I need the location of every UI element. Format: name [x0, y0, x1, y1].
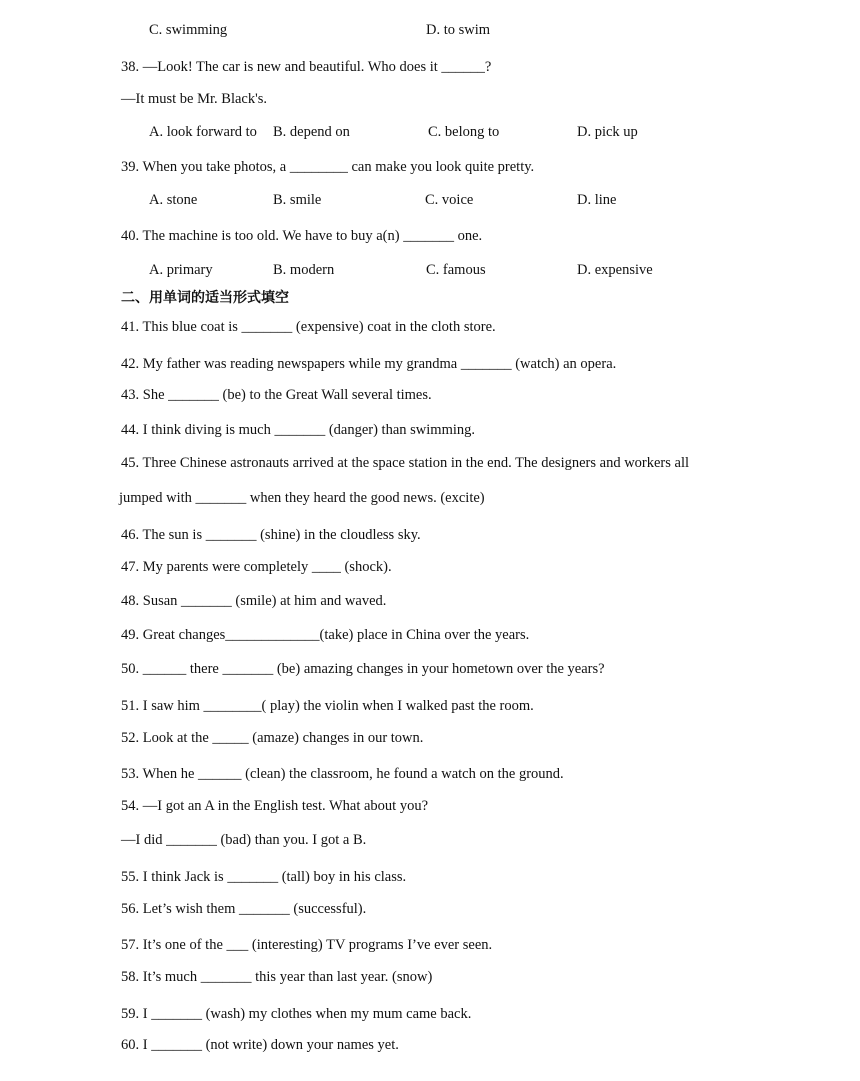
q40-option-c: C. famous	[426, 262, 486, 278]
q37-options	[0, 21, 860, 39]
q39-option-a: A. stone	[149, 192, 198, 208]
q40-stem: 40. The machine is too old. We have to buy a(n) _______ one.	[121, 228, 483, 244]
q39-option-d: D. line	[577, 192, 617, 208]
q39-option-c: C. voice	[425, 192, 474, 208]
q38-option-a: A. look forward to	[149, 124, 257, 140]
question-48: 48. Susan _______ (smile) at him and waved.	[121, 593, 387, 609]
question-56: 56. Let’s wish them _______ (successful).	[121, 901, 367, 917]
question-47: 47. My parents were completely ____ (shock).	[121, 559, 392, 575]
question-44: 44. I think diving is much _______ (danger) than swimming.	[121, 422, 476, 438]
q37-option-c: C. swimming	[149, 22, 228, 38]
q38-option-b: B. depend on	[273, 124, 350, 140]
question-60: 60. I _______ (not write) down your names yet.	[121, 1037, 399, 1053]
question-57: 57. It’s one of the ___ (interesting) TV programs I’ve ever seen.	[121, 937, 493, 953]
question-41: 41. This blue coat is _______ (expensive) coat in the cloth store.	[121, 319, 496, 335]
q38-reply: —It must be Mr. Black's.	[121, 91, 267, 107]
q40-option-a: A. primary	[149, 262, 213, 278]
question-52: 52. Look at the _____ (amaze) changes in our town.	[121, 730, 424, 746]
q38-option-d: D. pick up	[577, 124, 638, 140]
q40-option-b: B. modern	[273, 262, 335, 278]
q37-option-d: D. to swim	[426, 22, 491, 38]
question-42: 42. My father was reading newspapers while my grandma _______ (watch) an opera.	[121, 356, 617, 372]
q39-stem: 39. When you take photos, a ________ can make you look quite pretty.	[121, 159, 535, 175]
q38-options	[0, 123, 860, 141]
q39-option-b: B. smile	[273, 192, 322, 208]
q40-options	[0, 261, 860, 279]
question-59: 59. I _______ (wash) my clothes when my mum came back.	[121, 1006, 472, 1022]
question-51: 51. I saw him ________( play) the violin when I walked past the room.	[121, 698, 534, 714]
section-heading: 二、用单词的适当形式填空	[121, 290, 289, 306]
question-50: 50. ______ there _______ (be) amazing changes in your hometown over the years?	[121, 661, 605, 677]
question-58: 58. It’s much _______ this year than last year. (snow)	[121, 969, 433, 985]
question-55: 55. I think Jack is _______ (tall) boy in his class.	[121, 869, 407, 885]
question-45: 45. Three Chinese astronauts arrived at the space station in the end. The designers and workers all	[121, 455, 690, 471]
question-43: 43. She _______ (be) to the Great Wall several times.	[121, 387, 432, 403]
q40-option-d: D. expensive	[577, 262, 653, 278]
question-46: 46. The sun is _______ (shine) in the cloudless sky.	[121, 527, 421, 543]
q39-options	[0, 191, 860, 209]
q38-option-c: C. belong to	[428, 124, 500, 140]
question-49: 49. Great changes_____________(take) place in China over the years.	[121, 627, 530, 643]
q38-stem: 38. —Look! The car is new and beautiful. Who does it ______?	[121, 59, 492, 75]
question-54: 54. —I got an A in the English test. What about you?	[121, 798, 429, 814]
question-45-continued: jumped with _______ when they heard the good news. (excite)	[119, 490, 485, 506]
question-54-reply: —I did _______ (bad) than you. I got a B.	[121, 832, 367, 848]
question-53: 53. When he ______ (clean) the classroom, he found a watch on the ground.	[121, 766, 564, 782]
